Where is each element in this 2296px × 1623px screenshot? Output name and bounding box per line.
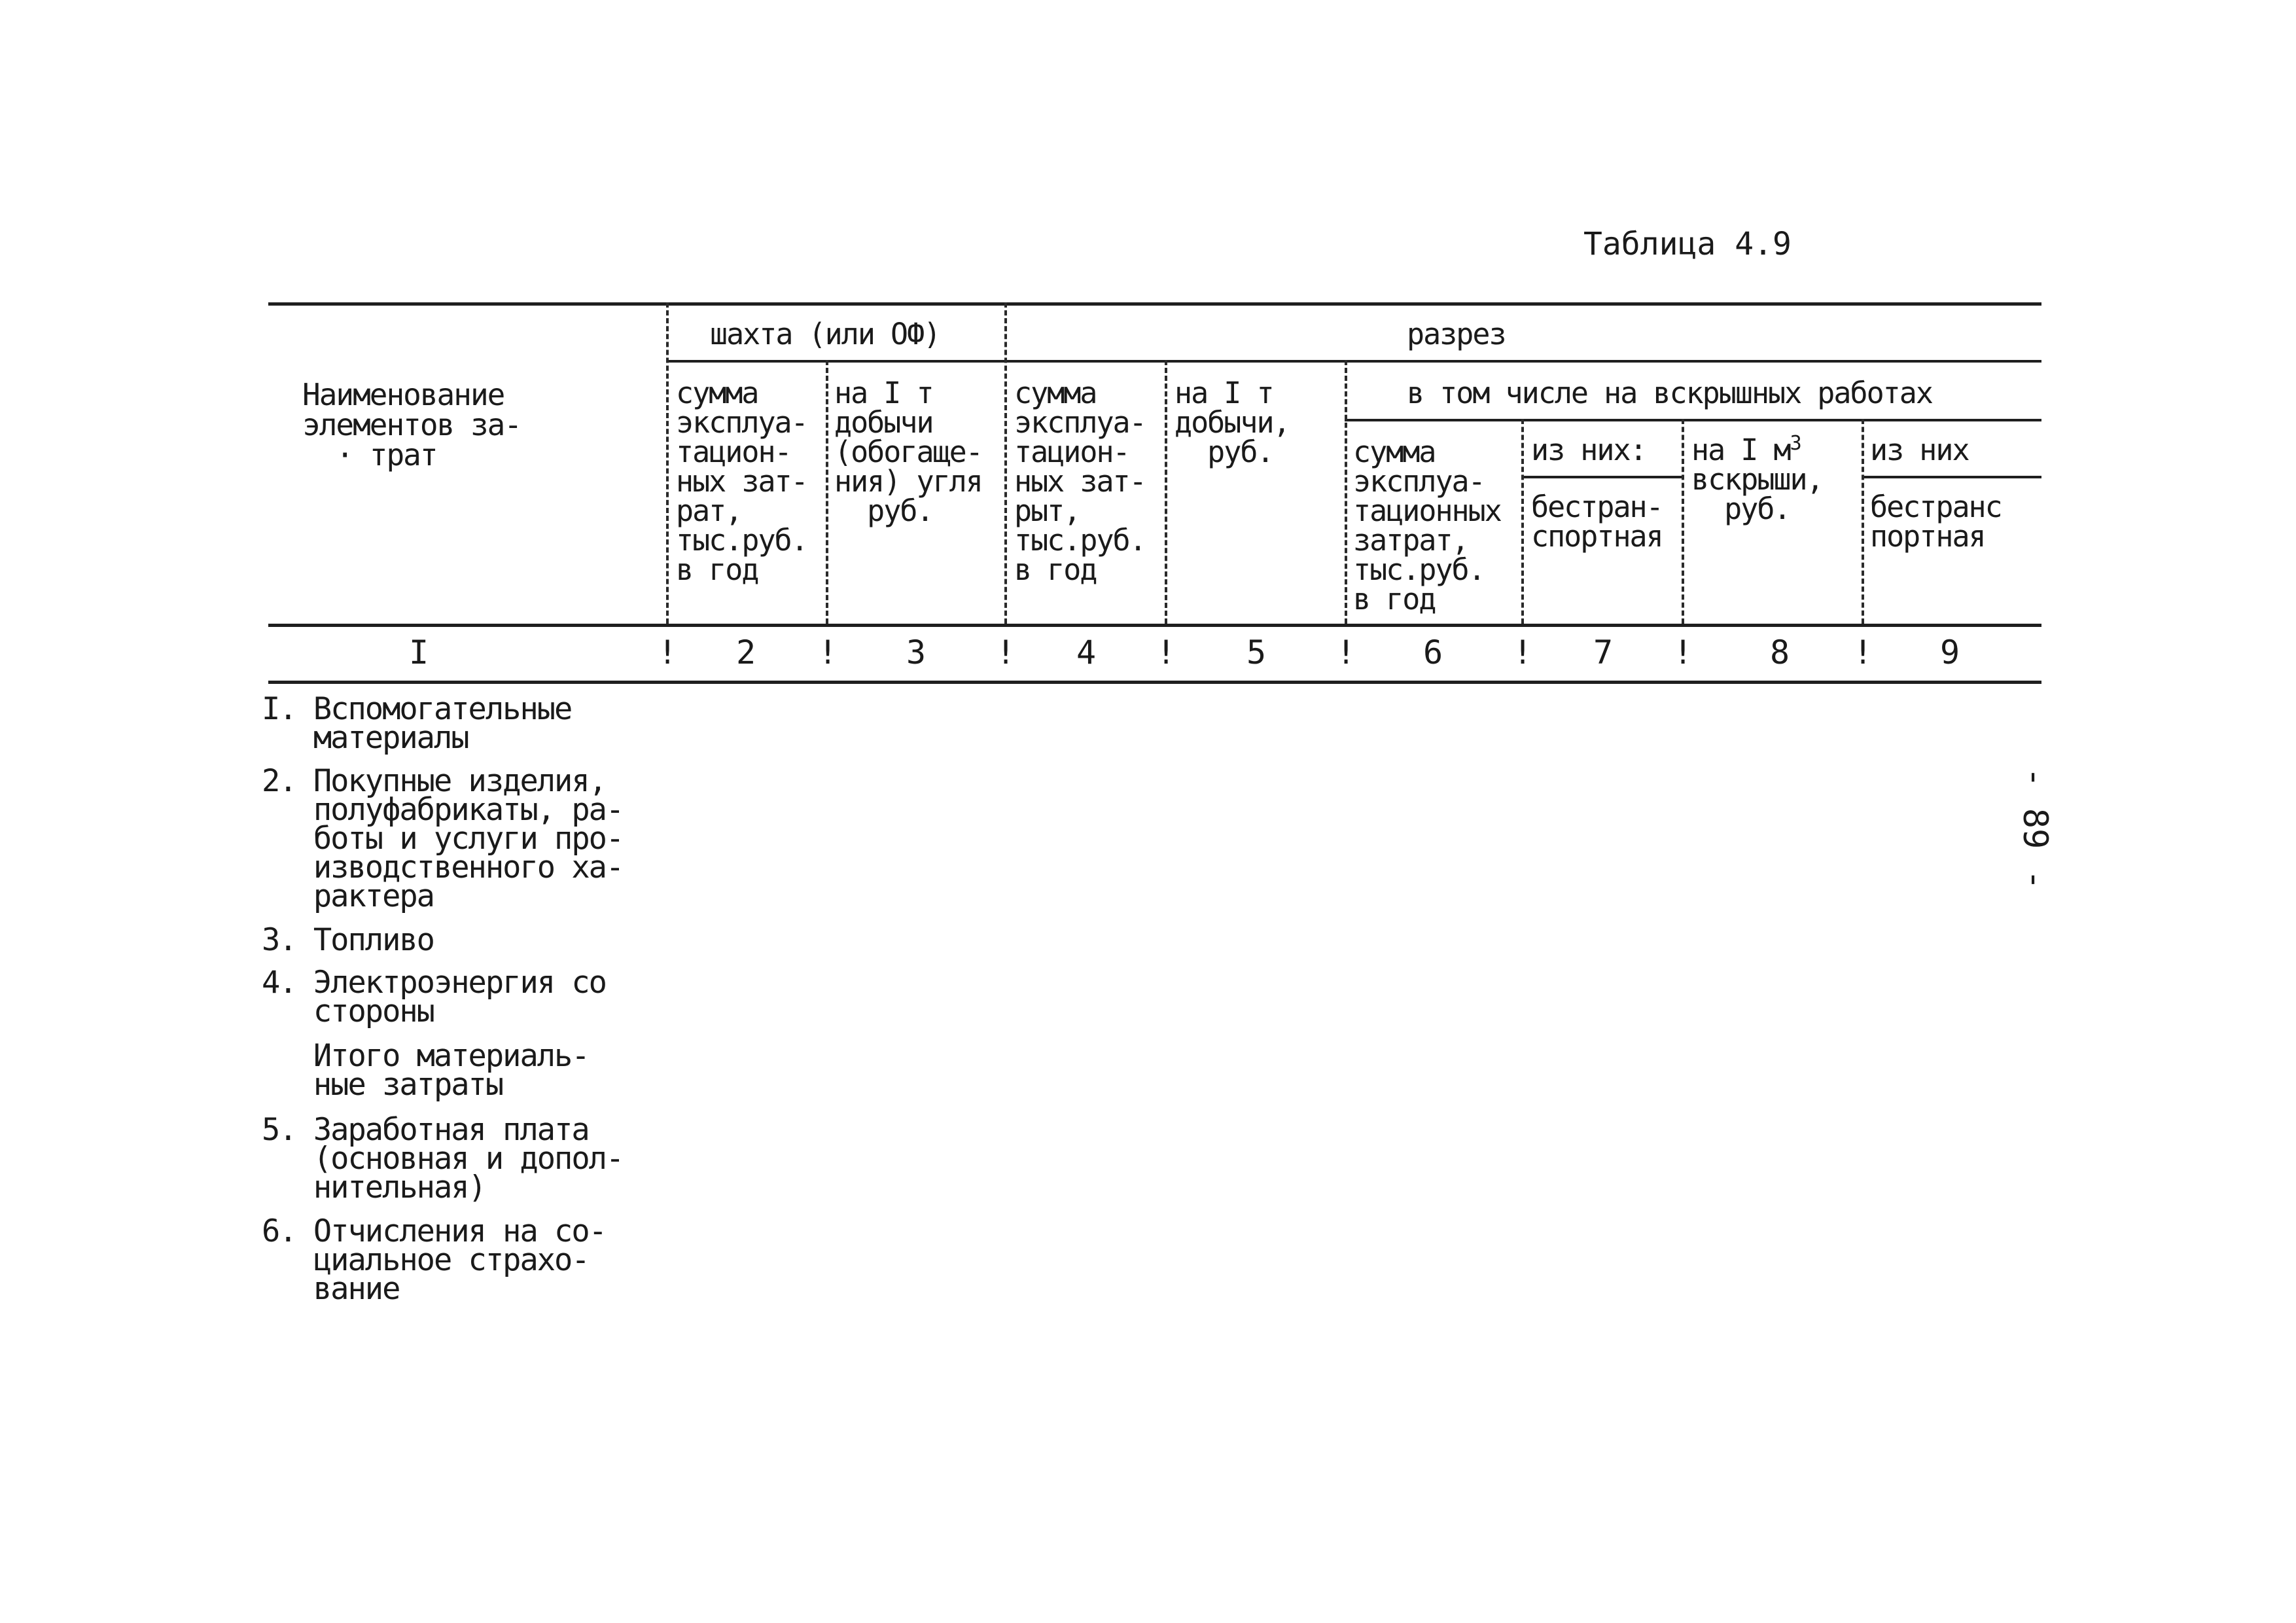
column-separator: ! bbox=[996, 633, 1016, 671]
table-row: I. Вспомогательные материалы bbox=[262, 691, 572, 756]
table-row: 5. Заработная плата (основная и допол- нительная) bbox=[262, 1112, 624, 1205]
header-c9a: из них bbox=[1870, 433, 1969, 467]
header-c5: на I т добычи, руб. bbox=[1174, 376, 1290, 469]
column-number: 8 bbox=[1769, 633, 1790, 671]
divider-8-9 bbox=[1862, 419, 1864, 624]
column-numbers-bottom-rule bbox=[268, 681, 2041, 684]
divider-6-7 bbox=[1521, 419, 1524, 624]
page-number: - 89 - bbox=[2015, 767, 2055, 890]
header-c7a: из них: bbox=[1531, 433, 1646, 467]
header-rule-c7 bbox=[1521, 476, 1682, 478]
column-number: 3 bbox=[906, 633, 927, 671]
divider-7-8 bbox=[1682, 419, 1684, 624]
header-vskryshnye: в том числе на вскрышных работах bbox=[1407, 376, 1932, 410]
column-number: 4 bbox=[1076, 633, 1097, 671]
column-separator: ! bbox=[1853, 633, 1873, 671]
table-top-rule bbox=[268, 302, 2041, 306]
table-row: 6. Отчисления на со- циальное страхо- вание bbox=[262, 1213, 606, 1307]
column-number: 5 bbox=[1246, 633, 1267, 671]
header-c8a: на I $м^3$ bbox=[1691, 432, 1801, 467]
column-separator: ! bbox=[658, 633, 678, 671]
header-bottom-rule bbox=[268, 624, 2041, 627]
header-c2: сумма эксплуа- тацион- ных зат- рат, тыс.руб. в год bbox=[676, 376, 807, 587]
table-caption: Таблица 4.9 bbox=[1583, 226, 1792, 262]
column-separator: ! bbox=[1156, 633, 1176, 671]
header-c4: сумма эксплуа- тацион- ных зат- рыт, тыс.руб. в год bbox=[1014, 376, 1146, 587]
column-number: 2 bbox=[735, 633, 756, 671]
table-row: 2. Покупные изделия, полуфабрикаты, ра- боты и услуги про- изводственного ха- рактера bbox=[262, 763, 624, 914]
column-separator: ! bbox=[1336, 633, 1356, 671]
header-rule-c9 bbox=[1862, 476, 2041, 478]
table-row: 3. Топливо bbox=[262, 922, 434, 958]
header-c3: на I т добычи (обогаще- ния) угля руб. bbox=[834, 376, 982, 528]
column-number: 6 bbox=[1422, 633, 1443, 671]
table-row: Итого материаль- ные затраты bbox=[313, 1038, 589, 1103]
header-shakhta: шахта (или ОФ) bbox=[710, 317, 940, 351]
column-number: 7 bbox=[1593, 633, 1614, 671]
divider-5-6 bbox=[1345, 360, 1347, 624]
divider-2-3 bbox=[826, 360, 828, 624]
column-number: I bbox=[408, 633, 429, 671]
header-c8b: вскрыши, руб. bbox=[1691, 462, 1823, 526]
table-row: 4. Электроэнергия со стороны bbox=[262, 965, 606, 1029]
header-c9b: бестранс портная bbox=[1870, 490, 2002, 554]
header-col1: Наименование элементов за- · трат bbox=[302, 377, 521, 473]
header-rule-level2 bbox=[666, 360, 2041, 363]
column-separator: ! bbox=[1513, 633, 1533, 671]
divider-1-2 bbox=[666, 302, 669, 624]
column-separator: ! bbox=[818, 633, 838, 671]
divider-4-5 bbox=[1165, 360, 1167, 624]
header-c7b: бестран- спортная bbox=[1531, 490, 1663, 554]
header-razrez: разрез bbox=[1407, 317, 1506, 351]
column-separator: ! bbox=[1673, 633, 1693, 671]
divider-3-4 bbox=[1004, 302, 1007, 624]
column-number: 9 bbox=[1939, 633, 1960, 671]
header-rule-level3 bbox=[1345, 419, 2041, 421]
header-c6: сумма эксплуа- тационных затрат, тыс.руб. в год bbox=[1353, 435, 1501, 616]
